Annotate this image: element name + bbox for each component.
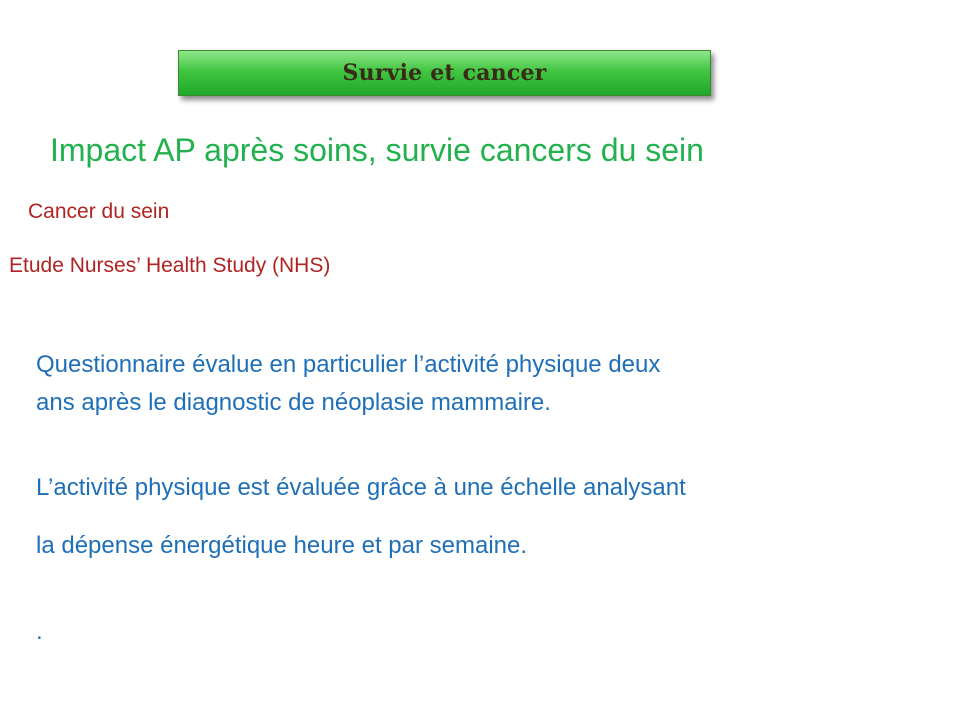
slide-title: Impact AP après soins, survie cancers du sein <box>50 132 704 168</box>
subtitle-study-name: Etude Nurses’ Health Study (NHS) <box>9 254 331 277</box>
paragraph-questionnaire-line-2: ans après le diagnostic de néoplasie mammaire. <box>36 389 551 416</box>
paragraph-dot: . <box>36 618 43 645</box>
banner-label: Survie et cancer <box>342 60 547 86</box>
paragraph-questionnaire-line-1: Questionnaire évalue en particulier l’activité physique deux <box>36 351 661 378</box>
paragraph-energy-expenditure: la dépense énergétique heure et par semaine. <box>36 532 528 559</box>
title-banner <box>178 50 711 96</box>
paragraph-questionnaire <box>36 346 660 422</box>
paragraph-evaluation: L’activité physique est évaluée grâce à une échelle analysant <box>36 474 686 501</box>
subtitle-cancer-du-sein: Cancer du sein <box>28 200 170 223</box>
